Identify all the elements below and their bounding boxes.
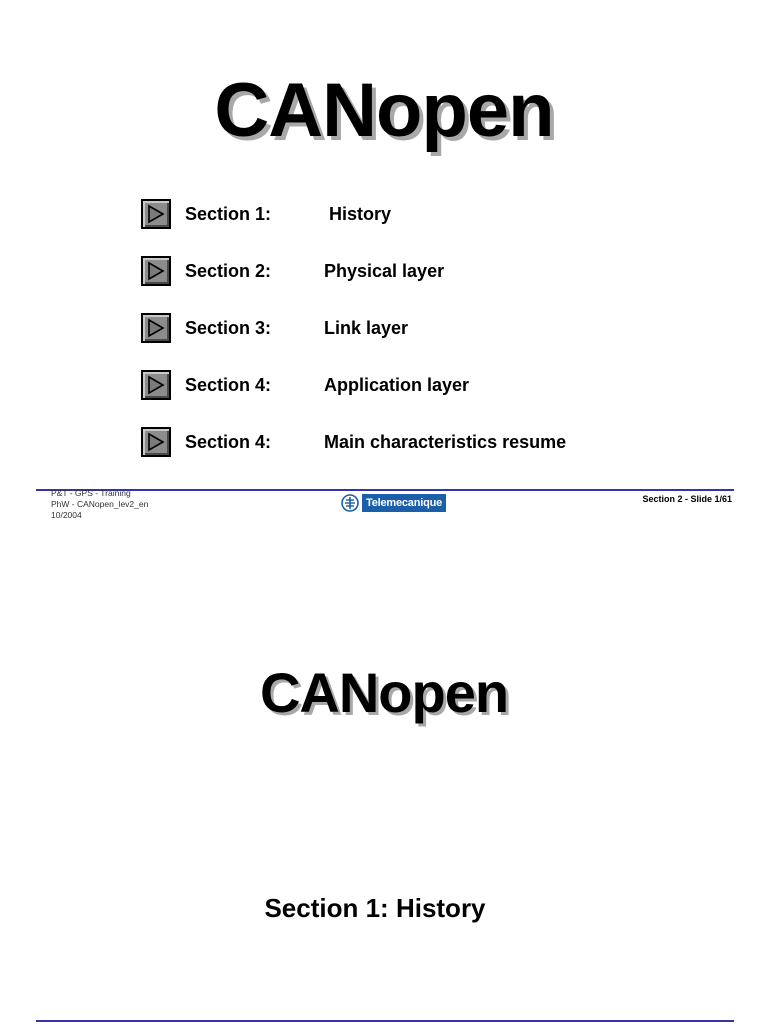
footer-line-3: 10/2004	[51, 510, 82, 520]
brand-name: Telemecanique	[362, 494, 446, 512]
slide-title: CANopen	[259, 661, 509, 724]
menu-section-label: Section 4:	[185, 431, 272, 452]
menu-topic-label: Link layer	[324, 317, 409, 338]
play-triangle-icon	[146, 261, 166, 281]
footer-meta	[51, 488, 148, 521]
play-triangle-icon	[146, 318, 166, 338]
menu-item-section-3[interactable]	[141, 313, 566, 343]
menu-topic-label: Main characteristics resume	[324, 431, 567, 452]
play-button[interactable]	[141, 313, 171, 343]
play-triangle-icon	[146, 432, 166, 452]
menu-topic-label: History	[329, 203, 392, 224]
brand-logo	[341, 493, 446, 513]
slide-reference: Section 2 - Slide 1/61	[642, 494, 732, 504]
menu-section-label: Section 1:	[185, 203, 272, 224]
menu-section-label: Section 4:	[185, 374, 272, 395]
section-heading: Section 1: History	[264, 893, 486, 923]
menu-item-section-5[interactable]	[141, 427, 566, 457]
section-menu	[141, 199, 566, 484]
slide-2	[0, 520, 768, 1024]
menu-section-label: Section 3:	[185, 317, 272, 338]
footer-divider	[36, 1020, 734, 1022]
telemecanique-logo-icon	[341, 494, 359, 512]
play-button[interactable]	[141, 256, 171, 286]
play-button[interactable]	[141, 427, 171, 457]
menu-item-section-2[interactable]	[141, 256, 566, 286]
menu-section-label: Section 2:	[185, 260, 272, 281]
play-triangle-icon	[146, 375, 166, 395]
footer-line-1: P&T - GPS - Training	[51, 488, 131, 498]
menu-item-section-4[interactable]	[141, 370, 566, 400]
footer-line-2: PhW - CANopen_lev2_en	[51, 499, 149, 509]
slide-title: CANopen	[214, 68, 554, 153]
menu-item-section-1[interactable]	[141, 199, 566, 229]
play-triangle-icon	[146, 204, 166, 224]
menu-topic-label: Physical layer	[324, 260, 445, 281]
menu-topic-label: Application layer	[324, 374, 470, 395]
play-button[interactable]	[141, 370, 171, 400]
play-button[interactable]	[141, 199, 171, 229]
